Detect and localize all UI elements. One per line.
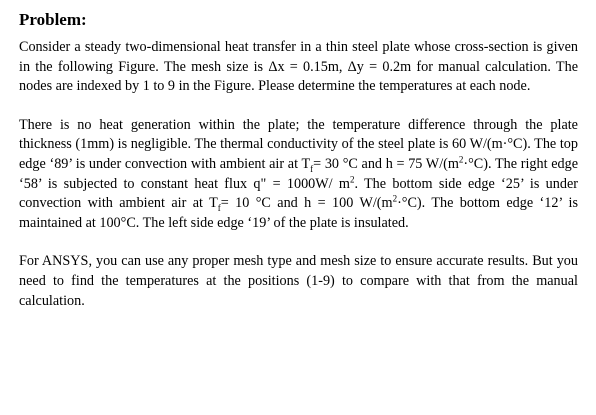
paragraph-problem-statement [19,38,578,97]
text-segment: . The bottom side edge ‘25’ is under convection with ambient air at T [19,175,578,212]
superscript-2: 2 [349,173,355,184]
problem-heading: Problem: [19,10,87,29]
text-segment: ·°C). The right edge ‘58’ is subjected to constant heat flux q" = 1000W/ m [19,155,578,192]
superscript-2: 2 [392,193,398,204]
text-segment: = 10 °C and h = 100 W/(m [220,195,393,212]
text-segment: Consider a steady two-dimensional heat transfer in a thin steel plate whose cross-section is given in the following Figure. The mesh size is Δx = 0.15m, Δy = 0.2m for manual calculation. The nodes are indexed by 1 to 9 in the Figure. Please determine the temperatures at each node. [19,39,578,95]
subscript-f: f [217,202,221,213]
paragraph-ansys-instructions [19,252,578,311]
subscript-f: f [310,163,314,174]
text-segment: For ANSYS, you can use any proper mesh type and mesh size to ensure accurate results. But you need to find the temperatures at the positions (1-9) to compare with that from the manual calculation. [19,253,578,309]
paragraph-boundary-conditions [19,116,578,234]
text-segment: There is no heat generation within the plate; the temperature difference through the plate thickness (1mm) is negligible. The thermal conductivity of the steel plate is 60 W/(m·°C). The top edge ‘89’ is under convection with ambient air at T [19,116,578,172]
text-segment: ·°C). The bottom edge ‘12’ is maintained at 100°C. The left side edge ‘19’ of the plate is insulated. [19,195,578,231]
text-segment: = 30 °C and h = 75 W/(m [313,155,459,172]
superscript-2: 2 [458,154,464,165]
